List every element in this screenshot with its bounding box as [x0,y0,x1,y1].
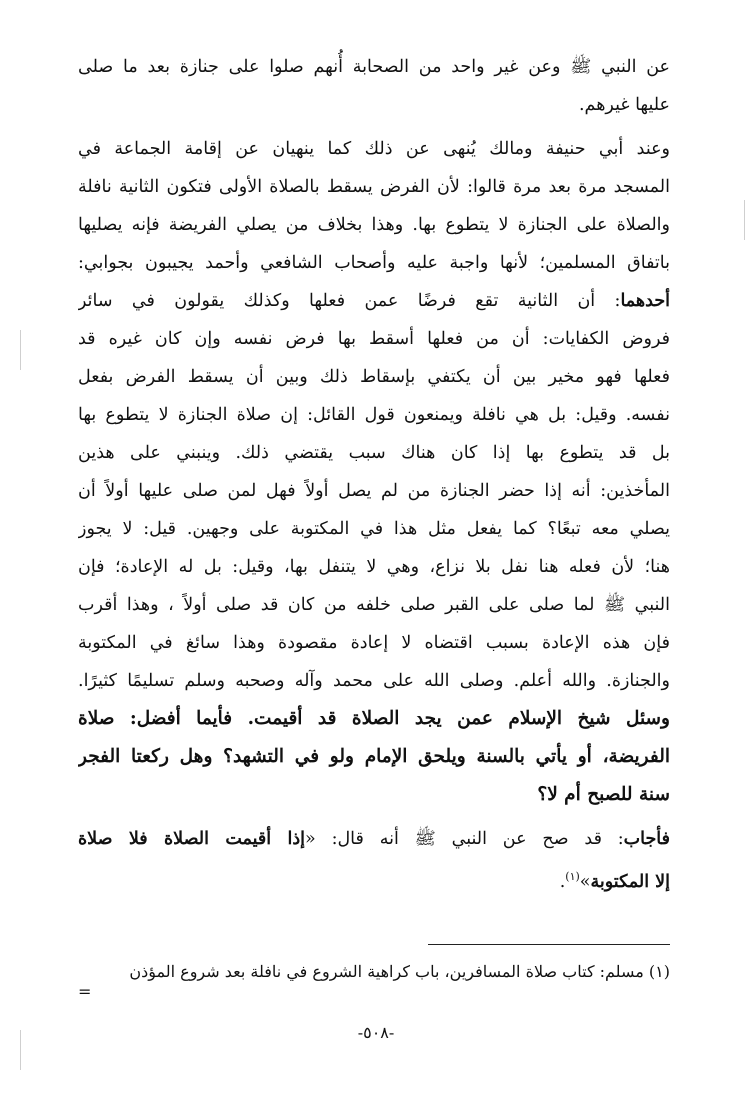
text-segment: فروض الكفايات: أن من فعلها أسقط بها فرض نفسه وإن كان غيره قد [78,329,670,349]
text-line [78,206,670,244]
text-line [78,510,670,548]
text-segment: . [559,871,566,892]
bold-segment: إلا المكتوبة [590,871,670,892]
text-segment: والجنازة. والله أعلم. وصلى الله على محمد وآله وصحبه وسلم تسليمًا كثيرًا. [78,671,670,691]
text-line [78,130,670,168]
text-segment: المأخذين: أنه إذا حضر الجنازة من لم يصل أولاً فهل لمن صلى عليها أولاً أن [78,481,670,501]
body-text [78,48,670,896]
footnote-reference: (١) [565,870,580,883]
text-line [78,244,670,282]
footnote-continuation-mark: = [78,982,92,1001]
text-segment: عليها غيرهم. [578,95,670,115]
bold-segment: أحدهما [620,291,670,311]
text-line [78,820,670,858]
question-line [78,776,670,814]
text-segment: وعند أبي حنيفة ومالك يُنهى عن ذلك كما ينهيان عن إقامة الجماعة في [78,139,670,159]
bold-segment: وسئل شيخ الإسلام عمن يجد الصلاة قد أقيمت. فأيما أفضل: صلاة [78,708,670,729]
bold-segment: فأجاب [623,829,670,849]
text-segment: يصلي معه تبعًا؟ كما يفعل مثل هذا في المكتوبة على وجهين. قيل: لا يجوز [78,519,670,539]
bold-segment: سنة للصبح أم لا؟ [537,784,670,805]
text-line [78,548,670,586]
text-segment: : قد صح عن النبي ﷺ أنه قال: « [305,829,624,849]
text-segment: » [579,871,591,892]
text-line [78,168,670,206]
text-segment: المسجد مرة بعد مرة قالوا: لأن الفرض يسقط بالصلاة الأولى فتكون الثانية نافلة [78,177,670,197]
text-line [78,86,670,124]
footnote-separator [428,944,670,945]
text-segment: : أن الثانية تقع فرضًا عمن فعلها وكذلك يقولون في سائر [78,291,621,311]
bold-segment: إذا أقيمت الصلاة فلا صلاة [78,829,306,849]
text-segment: نفسه. وقيل: بل هي نافلة ويمنعون قول القائل: إن صلاة الجنازة لا يتطوع بها [78,405,670,425]
question-line [78,700,670,738]
text-segment: فعلها فهو مخير بين أن يكتفي بإسقاط ذلك وبين أن يسقط الفرض بفعل [78,367,670,387]
text-line [78,48,670,86]
bold-segment: الفريضة، أو يأتي بالسنة ويلحق الإمام ولو في التشهد؟ وهل ركعتا الفجر [78,746,670,767]
text-line [78,624,670,662]
text-segment: هنا؛ لأن فعله هنا نفل بلا نزاع، وهي لا يتنفل بها، وقيل: بل له الإعادة؛ فإن [78,557,670,577]
text-line [78,358,670,396]
text-line [78,396,670,434]
text-line [78,320,670,358]
text-segment: النبي ﷺ لما صلى على القبر صلى خلفه من كان قد صلى أولاً ، وهذا أقرب [78,595,670,615]
text-segment: باتفاق المسلمين؛ لأنها واجبة عليه وأصحاب الشافعي وأحمد يجيبون بجوابي: [78,253,670,273]
text-line [78,662,670,700]
footnote: (١) مسلم: كتاب صلاة المسافرين، باب كراهية الشروع في نافلة بعد شروع المؤذن [129,962,670,981]
text-line [78,282,670,320]
text-segment: عن النبي ﷺ وعن غير واحد من الصحابة أُنهم صلوا على جنازة بعد ما صلى [78,57,670,77]
page-number: -٥٠٨- [357,1023,395,1042]
text-line [78,586,670,624]
text-segment: فإن هذه الإعادة بسبب اقتضاه لا إعادة مقصودة وهذا سائغ في المكتوبة [78,633,670,653]
scan-margin-mark [744,200,745,240]
text-line [78,434,670,472]
text-line [78,858,670,896]
text-segment: والصلاة على الجنازة لا يتطوع بها. وهذا بخلاف من يصلي الفريضة فإنه يصليها [78,215,670,235]
question-line [78,738,670,776]
scan-margin-mark [20,330,21,370]
text-segment: بل قد يتطوع بها إذا كان هناك سبب يقتضي ذلك. وينبني على هذين [78,443,670,463]
text-line [78,472,670,510]
